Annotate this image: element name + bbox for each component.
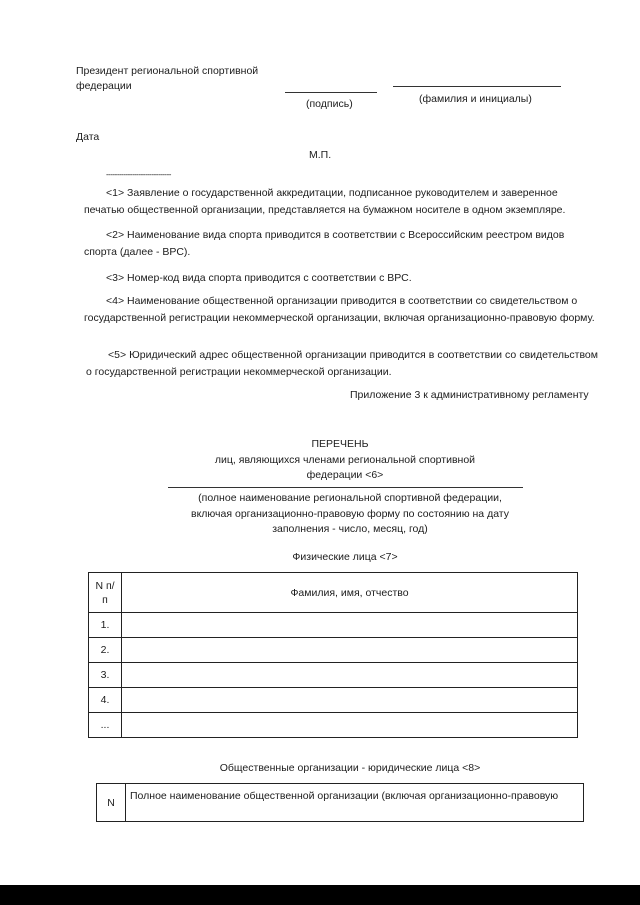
list-subtitle-line2: федерации <6> — [306, 469, 384, 481]
footnote-2: <2> Наименование вида спорта приводится в соответствии с Всероссийским реестром видов спорта (далее - ВРС). — [84, 229, 565, 258]
table-row-number: ... — [89, 713, 122, 738]
list-title: ПЕРЕЧЕНЬ — [311, 438, 369, 450]
date-label: Дата — [76, 131, 100, 143]
col-number-header: N п/п — [89, 573, 122, 613]
table-row-name[interactable] — [122, 688, 578, 713]
footnote-4: <4> Наименование общественной организации приводится в соответствии со свидетельством о государственной регистрации некоммерческой организации, включая организационно-правовую форму. — [84, 295, 595, 324]
footnote-1: <1> Заявление о государственной аккредитации, подписанное руководителем и заверенное печатью общественной организации, представляется на бумажном носителе в одном экземпляре. — [84, 187, 566, 216]
table-row-name[interactable] — [122, 663, 578, 688]
federation-caption-line1: (полное наименование региональной спортивной федерации, — [198, 492, 502, 504]
table-row-number: 1. — [89, 613, 122, 638]
individuals-table — [88, 572, 578, 738]
table-row-number: 4. — [89, 688, 122, 713]
signatory-position: Президент региональной спортивной федерации — [76, 65, 259, 92]
footnote-5: <5> Юридический адрес общественной организации приводится в соответствии со свидетельством о государственной регистрации некоммерческой организации. — [86, 349, 598, 378]
list-subtitle-line1: лиц, являющихся членами региональной спортивной — [214, 454, 476, 466]
organizations-heading: Общественные организации - юридические лица <8> — [219, 762, 481, 774]
table-row-number: 3. — [89, 663, 122, 688]
name-line — [393, 86, 561, 87]
stamp-label: М.П. — [309, 149, 332, 161]
individuals-heading: Физические лица <7> — [292, 551, 398, 563]
federation-caption-line2: включая организационно-правовую форму по состоянию на дату — [191, 508, 509, 520]
organizations-table — [96, 783, 584, 822]
table-row-name[interactable] — [122, 638, 578, 663]
signature-caption: (подпись) — [306, 98, 353, 110]
name-caption: (фамилия и инициалы) — [419, 93, 532, 105]
footnote-3: <3> Номер-код вида спорта приводится с соответствии с ВРС. — [106, 272, 412, 284]
footnote-separator: ------------------------------ — [106, 170, 171, 179]
federation-name-line — [168, 487, 523, 488]
appendix-label: Приложение 3 к административному регламенту — [350, 389, 589, 401]
table-row-name[interactable] — [122, 613, 578, 638]
federation-caption-line3: заполнения - число, месяц, год) — [272, 523, 428, 535]
org-col-number-header: N — [97, 784, 126, 822]
col-name-header: Фамилия, имя, отчество — [122, 573, 578, 613]
table-row-number: 2. — [89, 638, 122, 663]
scan-bottom-border — [0, 885, 640, 905]
signature-line — [285, 92, 377, 93]
table-row-name[interactable] — [122, 713, 578, 738]
org-col-name-header: Полное наименование общественной организации (включая организационно-правовую — [126, 784, 584, 822]
